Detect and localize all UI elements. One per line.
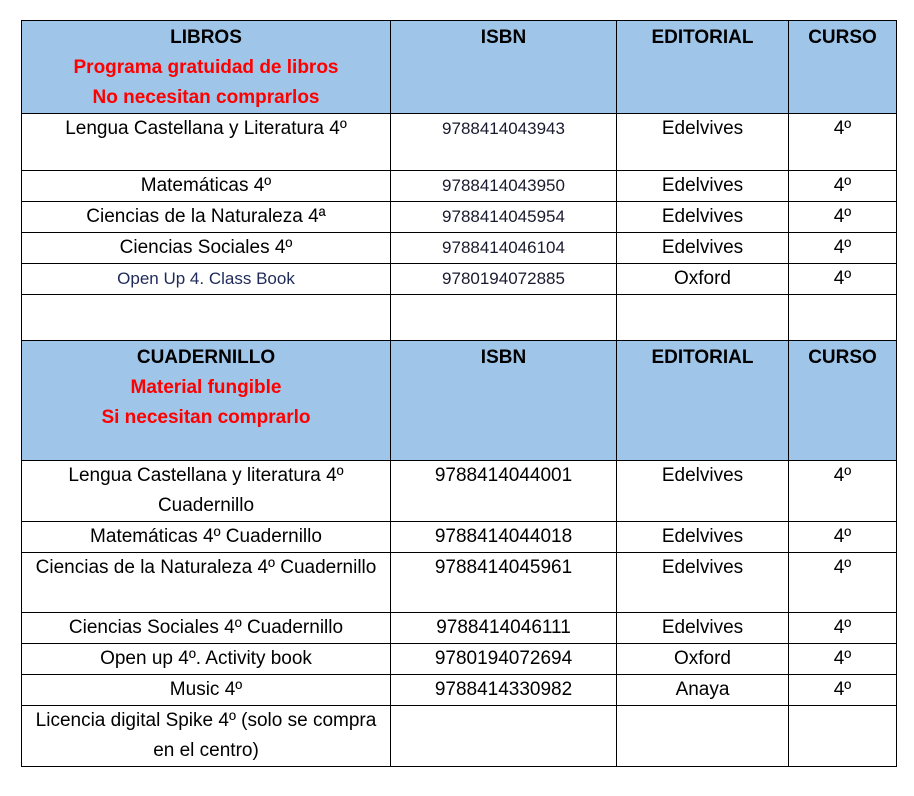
libros-header-title-cell — [22, 21, 391, 114]
book-curso: 4º — [789, 675, 897, 706]
book-curso: 4º — [789, 171, 897, 202]
book-editorial: Edelvives — [617, 202, 789, 233]
book-isbn: 9788414046111 — [391, 613, 617, 644]
book-editorial: Edelvives — [617, 522, 789, 553]
book-editorial: Oxford — [617, 264, 789, 295]
libros-header-isbn: ISBN — [391, 21, 617, 114]
table-row — [22, 522, 897, 553]
book-isbn: 9788414044001 — [391, 461, 617, 522]
book-curso: 4º — [789, 553, 897, 613]
book-curso: 4º — [789, 644, 897, 675]
isbn-value: 9788414045954 — [442, 207, 565, 226]
book-editorial: Edelvives — [617, 114, 789, 171]
book-editorial: Edelvives — [617, 461, 789, 522]
book-title: Open up 4º. Activity book — [22, 644, 391, 675]
book-editorial: Edelvives — [617, 613, 789, 644]
isbn-value: 9788414043950 — [442, 176, 565, 195]
book-title: Ciencias de la Naturaleza 4º Cuadernillo — [22, 553, 391, 613]
book-editorial: Edelvives — [617, 171, 789, 202]
table-row — [22, 114, 897, 171]
book-title: Matemáticas 4º — [22, 171, 391, 202]
book-title: Ciencias de la Naturaleza 4ª — [22, 202, 391, 233]
book-isbn — [391, 233, 617, 264]
table-row — [22, 553, 897, 613]
cuadernillo-header-editorial: EDITORIAL — [617, 341, 789, 461]
book-title — [22, 264, 391, 295]
book-curso: 4º — [789, 461, 897, 522]
book-title: Ciencias Sociales 4º Cuadernillo — [22, 613, 391, 644]
book-curso — [789, 706, 897, 767]
table-row — [22, 233, 897, 264]
table-row — [22, 461, 897, 522]
isbn-value: 9780194072885 — [442, 269, 565, 288]
table-row — [22, 644, 897, 675]
table-row — [22, 264, 897, 295]
book-isbn — [391, 706, 617, 767]
title-value: Open Up 4. Class Book — [117, 269, 295, 288]
table-row — [22, 171, 897, 202]
book-curso: 4º — [789, 202, 897, 233]
book-curso: 4º — [789, 233, 897, 264]
book-editorial: Edelvives — [617, 553, 789, 613]
empty-cell — [22, 295, 391, 341]
table-row — [22, 613, 897, 644]
book-curso: 4º — [789, 264, 897, 295]
book-isbn: 9788414045961 — [391, 553, 617, 613]
cuadernillo-header-row — [22, 341, 897, 461]
libros-header-row — [22, 21, 897, 114]
book-editorial: Anaya — [617, 675, 789, 706]
empty-row — [22, 295, 897, 341]
isbn-value: 9788414043943 — [442, 119, 565, 138]
table-row — [22, 202, 897, 233]
book-curso: 4º — [789, 114, 897, 171]
book-curso: 4º — [789, 613, 897, 644]
empty-cell — [789, 295, 897, 341]
book-title: Licencia digital Spike 4º (solo se compra en el centro) — [22, 706, 391, 767]
table-row — [22, 675, 897, 706]
cuadernillo-header-isbn: ISBN — [391, 341, 617, 461]
isbn-value: 9788414046104 — [442, 238, 565, 257]
empty-cell — [391, 295, 617, 341]
libros-heading: LIBROS — [170, 27, 242, 48]
book-editorial: Edelvives — [617, 233, 789, 264]
book-editorial: Oxford — [617, 644, 789, 675]
table-row — [22, 706, 897, 767]
libros-note-gratuidad: Programa gratuidad de libros — [73, 57, 339, 78]
empty-cell — [617, 295, 789, 341]
libros-header-curso: CURSO — [789, 21, 897, 114]
book-title: Music 4º — [22, 675, 391, 706]
book-title: Lengua Castellana y Literatura 4º — [22, 114, 391, 171]
book-title: Matemáticas 4º Cuadernillo — [22, 522, 391, 553]
book-title: Lengua Castellana y literatura 4º Cuadernillo — [22, 461, 391, 522]
book-curso: 4º — [789, 522, 897, 553]
book-isbn — [391, 264, 617, 295]
book-isbn: 9780194072694 — [391, 644, 617, 675]
book-isbn — [391, 171, 617, 202]
cuadernillo-note-fungible: Material fungible — [130, 377, 282, 398]
cuadernillo-header-curso: CURSO — [789, 341, 897, 461]
cuadernillo-header-title-cell — [22, 341, 391, 461]
book-isbn — [391, 202, 617, 233]
book-isbn — [391, 114, 617, 171]
cuadernillo-heading: CUADERNILLO — [136, 347, 276, 368]
book-editorial — [617, 706, 789, 767]
book-title: Ciencias Sociales 4º — [22, 233, 391, 264]
book-isbn: 9788414330982 — [391, 675, 617, 706]
book-isbn: 9788414044018 — [391, 522, 617, 553]
libros-note-no-comprar: No necesitan comprarlos — [92, 87, 320, 108]
libros-header-editorial: EDITORIAL — [617, 21, 789, 114]
book-list-table — [21, 20, 897, 767]
cuadernillo-note-comprar: Si necesitan comprarlo — [101, 407, 311, 428]
